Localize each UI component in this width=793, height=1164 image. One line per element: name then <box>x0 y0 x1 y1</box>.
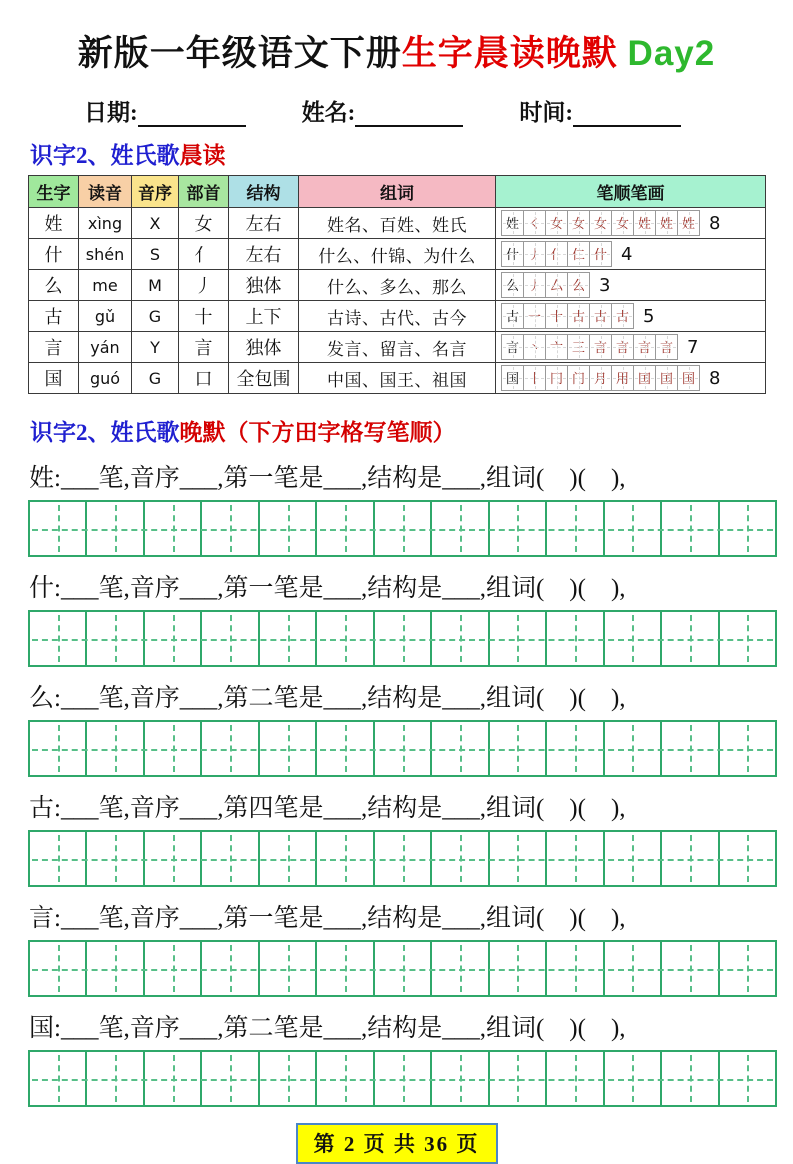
tianzige-cell <box>30 612 87 665</box>
tianzige-cell <box>432 1052 489 1105</box>
tianzige-cell <box>317 832 374 885</box>
name-field <box>302 94 464 127</box>
date-field <box>84 94 246 127</box>
stroke-step-box: 女 <box>589 210 612 236</box>
column-header: 音序 <box>132 176 179 208</box>
cell-words: 古诗、古代、古今 <box>299 301 496 332</box>
morning-heading-tag: 晨读 <box>179 143 226 168</box>
tianzige-cell <box>547 722 604 775</box>
cell-radical: 言 <box>179 332 229 363</box>
stroke-step-box: 姓 <box>677 210 700 236</box>
practice-prompt-line <box>29 568 765 604</box>
cell-character: 国 <box>29 363 79 394</box>
practice-prompt-line <box>29 678 765 714</box>
practice-block <box>28 898 765 997</box>
evening-section-heading <box>30 414 765 447</box>
meta-row <box>84 94 765 127</box>
tianzige-cell <box>605 942 662 995</box>
tianzige-cell <box>490 502 547 555</box>
character-table <box>28 175 766 394</box>
tianzige-cell <box>260 722 317 775</box>
stroke-step-box: 丨 <box>523 365 546 391</box>
practice-prompt-text: :___笔,音序___,第一笔是___,结构是___,组词( )( ), <box>54 575 626 602</box>
stroke-count: 5 <box>643 305 655 327</box>
cell-character: 姓 <box>29 208 79 239</box>
practice-block <box>28 568 765 667</box>
title-day-badge: Day2 <box>627 34 716 73</box>
cell-stroke-order <box>496 301 766 332</box>
tianzige-cell <box>432 502 489 555</box>
cell-radical: 口 <box>179 363 229 394</box>
tianzige-cell <box>547 942 604 995</box>
tianzige-row <box>28 830 777 887</box>
practice-character: 言 <box>29 905 55 932</box>
stroke-step-box: 厶 <box>545 272 568 298</box>
tianzige-cell <box>87 612 144 665</box>
tianzige-cell <box>375 1052 432 1105</box>
tianzige-cell <box>317 502 374 555</box>
practice-prompt-text: :___笔,音序___,第一笔是___,结构是___,组词( )( ), <box>54 905 626 932</box>
stroke-step-box: 女 <box>611 210 634 236</box>
tianzige-cell <box>605 502 662 555</box>
page-number-text: 第 2 页 共 36 页 <box>313 1132 480 1156</box>
time-blank <box>573 101 681 127</box>
tianzige-cell <box>490 612 547 665</box>
column-header: 结构 <box>229 176 299 208</box>
tianzige-cell <box>202 832 259 885</box>
cell-pinyin: shén <box>79 239 132 270</box>
cell-initial: S <box>132 239 179 270</box>
morning-heading-lesson: 识字2、姓氏歌 <box>30 143 180 168</box>
tianzige-cell <box>720 722 775 775</box>
tianzige-cell <box>202 722 259 775</box>
tianzige-cell <box>375 832 432 885</box>
tianzige-cell <box>662 722 719 775</box>
stroke-step-box: 十 <box>545 303 568 329</box>
stroke-step-box: 什 <box>589 241 612 267</box>
practice-section <box>28 458 765 1107</box>
tianzige-cell <box>605 722 662 775</box>
stroke-step-box: 冂 <box>545 365 568 391</box>
tianzige-cell <box>432 722 489 775</box>
stroke-step-box: 丿 <box>523 272 546 298</box>
stroke-count: 3 <box>599 274 611 296</box>
tianzige-cell <box>662 502 719 555</box>
tianzige-cell <box>260 502 317 555</box>
cell-stroke-order <box>496 332 766 363</box>
tianzige-cell <box>375 502 432 555</box>
tianzige-cell <box>87 1052 144 1105</box>
tianzige-cell <box>662 612 719 665</box>
practice-block <box>28 678 765 777</box>
tianzige-row <box>28 720 777 777</box>
cell-structure: 全包围 <box>229 363 299 394</box>
page-number-badge <box>296 1123 498 1164</box>
stroke-step-box: 国 <box>501 365 524 391</box>
cell-character: 古 <box>29 301 79 332</box>
cell-radical: 十 <box>179 301 229 332</box>
table-row <box>29 208 766 239</box>
tianzige-cell <box>662 832 719 885</box>
practice-prompt-line <box>29 458 765 494</box>
tianzige-cell <box>145 502 202 555</box>
table-row <box>29 363 766 394</box>
tianzige-cell <box>260 942 317 995</box>
stroke-step-box: 言 <box>655 334 678 360</box>
tianzige-cell <box>547 502 604 555</box>
practice-prompt-text: :___笔,音序___,第四笔是___,结构是___,组词( )( ), <box>54 795 626 822</box>
stroke-count: 7 <box>687 336 699 358</box>
stroke-step-box: 门 <box>567 365 590 391</box>
cell-initial: G <box>132 363 179 394</box>
practice-block <box>28 458 765 557</box>
table-row <box>29 301 766 332</box>
tianzige-cell <box>260 1052 317 1105</box>
tianzige-cell <box>202 942 259 995</box>
tianzige-cell <box>317 942 374 995</box>
stroke-step-box: 国 <box>677 365 700 391</box>
stroke-step-box: 古 <box>589 303 612 329</box>
column-header: 生字 <box>29 176 79 208</box>
tianzige-cell <box>30 942 87 995</box>
practice-prompt-text: :___笔,音序___,第一笔是___,结构是___,组词( )( ), <box>54 465 626 492</box>
stroke-step-box: 古 <box>501 303 524 329</box>
tianzige-cell <box>202 612 259 665</box>
tianzige-cell <box>317 722 374 775</box>
tianzige-cell <box>260 612 317 665</box>
tianzige-cell <box>662 1052 719 1105</box>
name-blank <box>355 101 463 127</box>
table-row <box>29 332 766 363</box>
tianzige-cell <box>490 832 547 885</box>
tianzige-cell <box>720 942 775 995</box>
stroke-step-box: 仁 <box>567 241 590 267</box>
cell-structure: 独体 <box>229 332 299 363</box>
cell-structure: 左右 <box>229 239 299 270</box>
tianzige-row <box>28 1050 777 1107</box>
tianzige-cell <box>202 502 259 555</box>
cell-words: 姓名、百姓、姓氏 <box>299 208 496 239</box>
practice-prompt-line <box>29 898 765 934</box>
stroke-step-box: 么 <box>501 272 524 298</box>
column-header: 组词 <box>299 176 496 208</box>
stroke-step-box: 月 <box>589 365 612 391</box>
stroke-count: 4 <box>621 243 633 265</box>
morning-section-heading <box>30 137 765 170</box>
tianzige-cell <box>375 942 432 995</box>
cell-pinyin: gǔ <box>79 301 132 332</box>
tianzige-cell <box>87 502 144 555</box>
stroke-step-box: 丶 <box>523 334 546 360</box>
practice-prompt-line <box>29 1008 765 1044</box>
stroke-count: 8 <box>709 212 721 234</box>
page-title <box>28 26 765 76</box>
cell-character: 言 <box>29 332 79 363</box>
stroke-step-box: 一 <box>523 303 546 329</box>
tianzige-cell <box>720 832 775 885</box>
tianzige-cell <box>30 832 87 885</box>
tianzige-cell <box>605 612 662 665</box>
cell-structure: 左右 <box>229 208 299 239</box>
cell-pinyin: guó <box>79 363 132 394</box>
tianzige-cell <box>547 1052 604 1105</box>
tianzige-cell <box>547 832 604 885</box>
stroke-step-box: 亠 <box>545 334 568 360</box>
cell-radical: 丿 <box>179 270 229 301</box>
cell-stroke-order <box>496 270 766 301</box>
stroke-step-box: 姓 <box>655 210 678 236</box>
stroke-step-box: 古 <box>611 303 634 329</box>
cell-words: 发言、留言、名言 <box>299 332 496 363</box>
tianzige-cell <box>260 832 317 885</box>
tianzige-cell <box>720 612 775 665</box>
stroke-step-box: 丿 <box>523 241 546 267</box>
cell-stroke-order <box>496 363 766 394</box>
tianzige-cell <box>145 722 202 775</box>
tianzige-cell <box>375 612 432 665</box>
practice-block <box>28 1008 765 1107</box>
stroke-step-box: 言 <box>633 334 656 360</box>
cell-initial: X <box>132 208 179 239</box>
tianzige-cell <box>432 942 489 995</box>
practice-character: 古 <box>29 795 55 822</box>
stroke-step-box: 言 <box>501 334 524 360</box>
tianzige-row <box>28 610 777 667</box>
practice-character: 什 <box>29 575 55 602</box>
tianzige-cell <box>490 1052 547 1105</box>
stroke-step-box: 么 <box>567 272 590 298</box>
title-part-red: 生字晨读晚默 <box>401 34 618 73</box>
cell-initial: M <box>132 270 179 301</box>
column-header: 笔顺笔画 <box>496 176 766 208</box>
column-header: 读音 <box>79 176 132 208</box>
cell-initial: G <box>132 301 179 332</box>
cell-radical: 女 <box>179 208 229 239</box>
evening-heading-lesson: 识字2、姓氏歌 <box>30 420 180 445</box>
tianzige-cell <box>145 942 202 995</box>
cell-pinyin: me <box>79 270 132 301</box>
stroke-step-box: 女 <box>567 210 590 236</box>
cell-character: 么 <box>29 270 79 301</box>
tianzige-cell <box>30 502 87 555</box>
tianzige-row <box>28 940 777 997</box>
tianzige-cell <box>202 1052 259 1105</box>
tianzige-cell <box>145 832 202 885</box>
tianzige-cell <box>375 722 432 775</box>
table-header-row <box>29 176 766 208</box>
name-label: 姓名: <box>301 100 356 125</box>
practice-prompt-text: :___笔,音序___,第二笔是___,结构是___,组词( )( ), <box>54 1015 626 1042</box>
tianzige-cell <box>490 722 547 775</box>
tianzige-cell <box>605 832 662 885</box>
stroke-step-box: 姓 <box>633 210 656 236</box>
time-label: 时间: <box>519 100 574 125</box>
tianzige-cell <box>662 942 719 995</box>
stroke-step-box: 什 <box>501 241 524 267</box>
evening-heading-tag: 晚默（下方田字格写笔顺） <box>179 420 456 445</box>
cell-structure: 独体 <box>229 270 299 301</box>
cell-words: 什么、多么、那么 <box>299 270 496 301</box>
cell-pinyin: yán <box>79 332 132 363</box>
cell-words: 什么、什锦、为什么 <box>299 239 496 270</box>
cell-character: 什 <box>29 239 79 270</box>
tianzige-cell <box>30 1052 87 1105</box>
tianzige-cell <box>547 612 604 665</box>
tianzige-cell <box>145 1052 202 1105</box>
stroke-step-box: 亻 <box>545 241 568 267</box>
stroke-step-box: 言 <box>611 334 634 360</box>
cell-stroke-order <box>496 239 766 270</box>
tianzige-cell <box>720 1052 775 1105</box>
date-label: 日期: <box>84 100 138 125</box>
tianzige-cell <box>30 722 87 775</box>
practice-prompt-line <box>29 788 765 824</box>
stroke-step-box: 用 <box>611 365 634 391</box>
tianzige-cell <box>87 832 144 885</box>
tianzige-cell <box>490 942 547 995</box>
tianzige-cell <box>317 1052 374 1105</box>
stroke-step-box: 三 <box>567 334 590 360</box>
practice-prompt-text: :___笔,音序___,第二笔是___,结构是___,组词( )( ), <box>54 685 626 712</box>
column-header: 部首 <box>179 176 229 208</box>
title-part-black: 新版一年级语文下册 <box>77 34 402 73</box>
cell-stroke-order <box>496 208 766 239</box>
tianzige-cell <box>145 612 202 665</box>
practice-character: 姓 <box>29 465 55 492</box>
stroke-step-box: 女 <box>545 210 568 236</box>
cell-initial: Y <box>132 332 179 363</box>
stroke-step-box: 囯 <box>633 365 656 391</box>
practice-character: 国 <box>29 1015 55 1042</box>
stroke-step-box: 古 <box>567 303 590 329</box>
tianzige-cell <box>432 832 489 885</box>
tianzige-row <box>28 500 777 557</box>
cell-structure: 上下 <box>229 301 299 332</box>
time-field <box>519 94 681 127</box>
table-row <box>29 239 766 270</box>
tianzige-cell <box>87 942 144 995</box>
tianzige-cell <box>87 722 144 775</box>
tianzige-cell <box>605 1052 662 1105</box>
tianzige-cell <box>317 612 374 665</box>
stroke-count: 8 <box>709 367 721 389</box>
tianzige-cell <box>720 502 775 555</box>
practice-character: 么 <box>29 685 55 712</box>
stroke-step-box: 言 <box>589 334 612 360</box>
date-blank <box>138 101 246 127</box>
stroke-step-box: 姓 <box>501 210 524 236</box>
stroke-step-box: く <box>523 210 546 236</box>
table-row <box>29 270 766 301</box>
cell-radical: 亻 <box>179 239 229 270</box>
cell-words: 中国、国王、祖国 <box>299 363 496 394</box>
cell-pinyin: xìng <box>79 208 132 239</box>
tianzige-cell <box>432 612 489 665</box>
practice-block <box>28 788 765 887</box>
stroke-step-box: 囯 <box>655 365 678 391</box>
